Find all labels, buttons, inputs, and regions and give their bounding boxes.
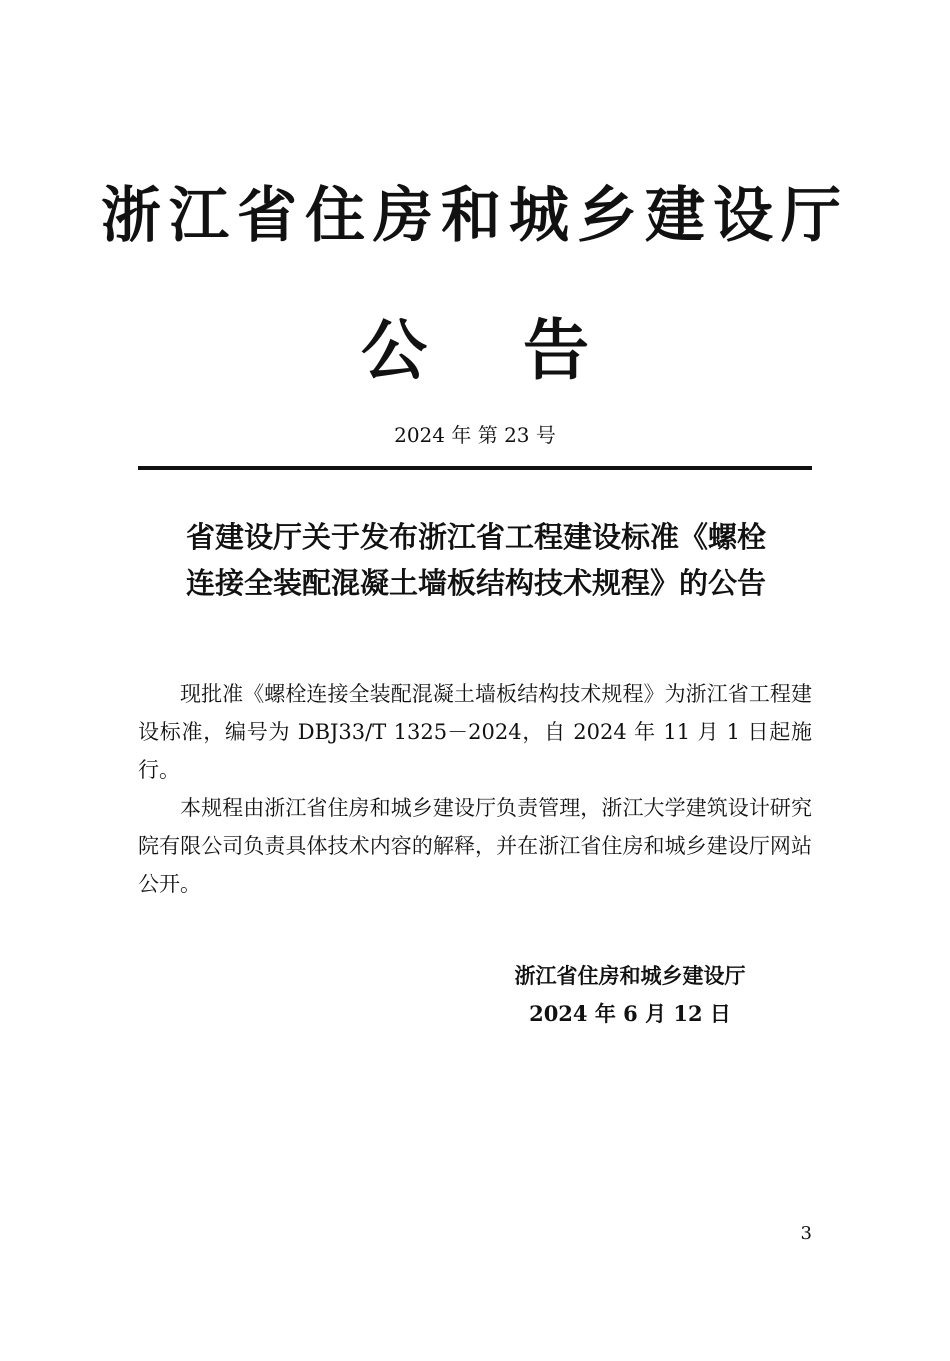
header-divider bbox=[138, 466, 812, 470]
doc-type-heading bbox=[0, 310, 950, 390]
notice-title-line-2: 连接全装配混凝土墙板结构技术规程》的公告 bbox=[185, 566, 766, 600]
body-paragraph-approval: 现批准《螺栓连接全装配混凝土墙板结构技术规程》为浙江省工程建设标准，编号为 DBJ33/T 1325－2024，自 2024 年 11 月 1 日起施行。 bbox=[138, 682, 812, 782]
body-paragraph-management: 本规程由浙江省住房和城乡建设厅负责管理，浙江大学建筑设计研究院有限公司负责具体技术内容的解释，并在浙江省住房和城乡建设厅网站公开。 bbox=[138, 796, 812, 896]
signature-block bbox=[470, 957, 790, 1033]
page-number: 3 bbox=[800, 1223, 812, 1244]
signature-date: 2024 年 6 月 12 日 bbox=[529, 1001, 731, 1026]
doc-type-char-left: 公 bbox=[361, 311, 427, 389]
issuer-heading: 浙江省住房和城乡建设厅 bbox=[101, 181, 849, 251]
notice-title bbox=[140, 514, 812, 606]
notice-body bbox=[138, 675, 812, 903]
notice-title-line-1: 省建设厅关于发布浙江省工程建设标准《螺栓 bbox=[185, 520, 766, 554]
signature-organization: 浙江省住房和城乡建设厅 bbox=[514, 963, 746, 988]
doc-type-char-right: 告 bbox=[523, 311, 589, 389]
document-number: 2024 年 第 23 号 bbox=[394, 423, 556, 447]
